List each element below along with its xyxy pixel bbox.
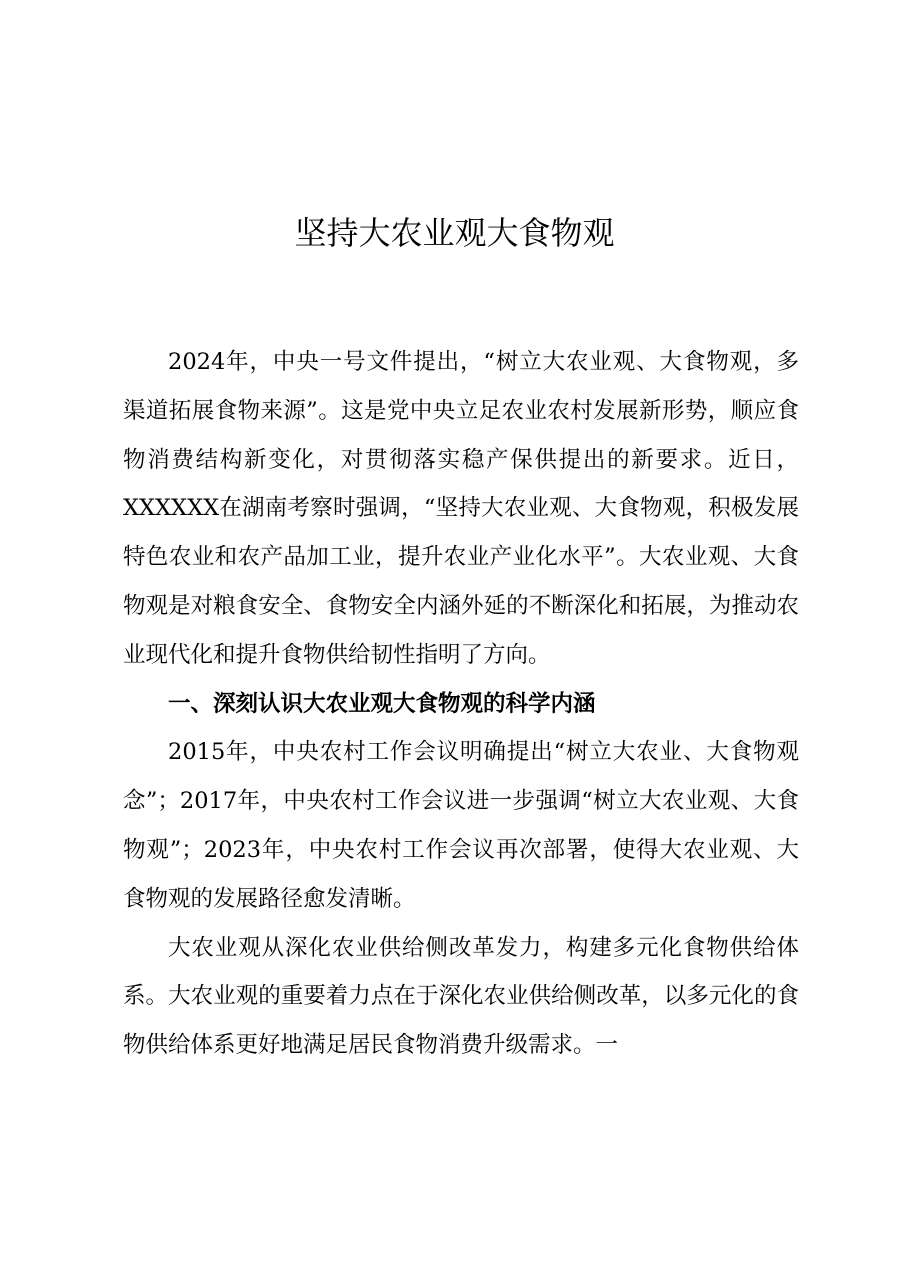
section-heading: 一、深刻认识大农业观大食物观的科学内涵 [168,690,596,717]
document-title: 坚持大农业观大食物观 [294,214,615,252]
paragraph-history: 2015年，中央农村工作会议明确提出“树立大农业、大食物观念”；2017年，中央农村工作会议进一步强调“树立大农业观、大食物观”；2023年，中央农村工作会议再次部署，使得大农业观、大食物观的发展路径愈发清晰。 [123,739,799,912]
document-body [123,338,799,1070]
paragraph-big-agriculture: 大农业观从深化农业供给侧改革发力，构建多元化食物供给体系。大农业观的重要着力点在于深化农业供给侧改革，以多元化的食物供给体系更好地满足居民食物消费升级需求。一 [123,934,799,1059]
paragraph-intro: 2024年，中央一号文件提出，“树立大农业观、大食物观，多渠道拓展食物来源”。这是党中央立足农业农村发展新形势，顺应食物消费结构新变化，对贯彻落实稳产保供提出的新要求。近日，XXXXXX在湖南考察时强调，“坚持大农业观、大食物观，积极发展特色农业和农产品加工业，提升农业产业化水平”。大农业观、大食物观是对粮食安全、食物安全内涵外延的不断深化和拓展，为推动农业现代化和提升食物供给韧性指明了方向。 [123,349,799,668]
